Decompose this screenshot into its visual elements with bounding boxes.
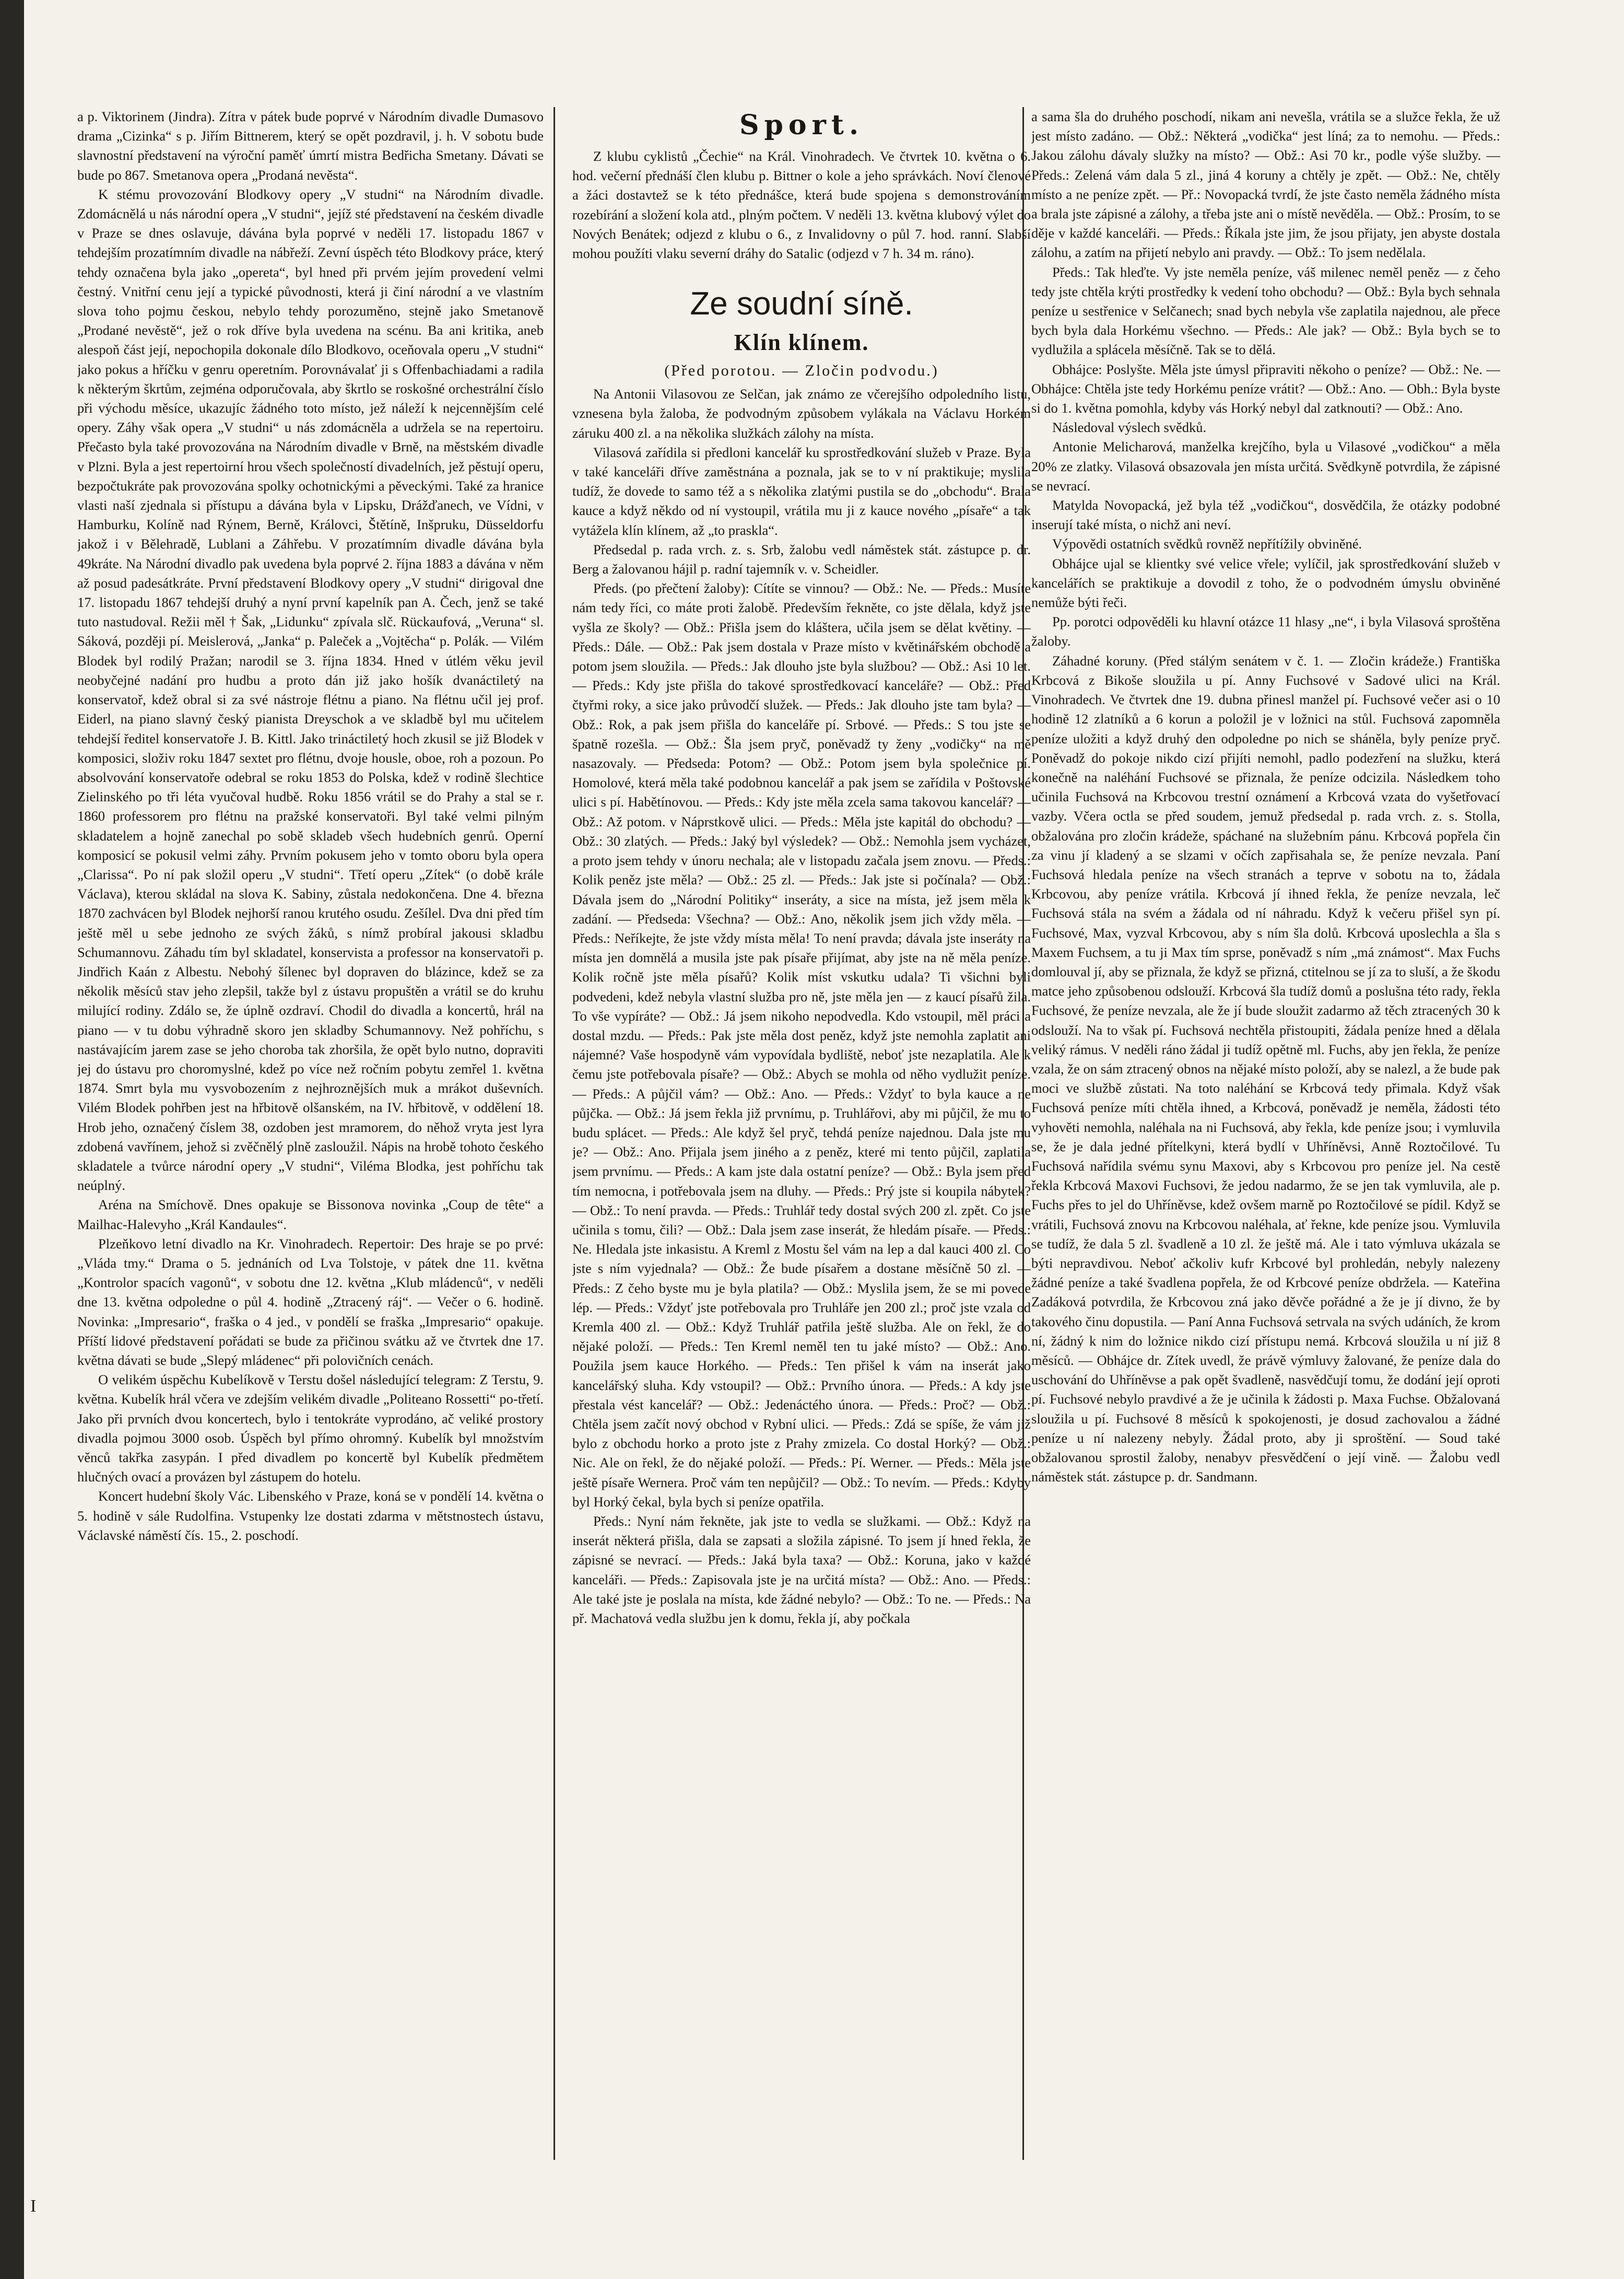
paragraph: Předs.: Tak hleďte. Vy jste neměla peníze, váš milenec neměl peněz — z čeho tedy jste chtěla krýti prostředky k vedení toho obchodu? — Obž.: Byla bych sehnala peníze u sestřenice v Selčanech; snad bych nebyla vše zaplatila najednou, ale přece bych byla dala Horkému všechno. — Předs.: Ale jak? — Obž.: Byla bych se to vydlužila a splácela měsíčně. Tak se to dělá.	[1031, 264, 1500, 358]
paragraph: Předsedal p. rada vrch. z. s. Srb, žalobu vedl náměstek stát. zástupce p. dr. Berg a žalovanou hájil p. radní tajemník v. v. Scheidler.	[572, 541, 1031, 577]
paragraph: Obhájce: Poslyšte. Měla jste úmysl připraviti někoho o peníze? — Obž.: Ne. — Obhájce: Chtěla jste tedy Horkému peníze vrátit? — Obž.: Ano. — Obh.: Byla byste si do 1. května pomohla, kdyby vás Horký nebyl dal zatknouti? — Obž.: Ano.	[1031, 361, 1500, 416]
paragraph: O velikém úspěchu Kubelíkově v Terstu došel následující telegram: Z Terstu, 9. května. Kubelík hrál včera ve zdejším velikém divadle „Politeano Rossetti“ po-třetí. Jako při prvních dvou koncertech, bylo i tentokráte vyprodáno, ač veliké prostory divadla pojmou 3000 osob. Úspěch byl přímo ohromný. Kubelík byl množstvím věnců takřka zasypán. I před divadlem po koncertě byl Kubelík předmětem hlučných ovací a provázen byl zástupem do hotelu.	[77, 1372, 544, 1485]
court-article-body	[572, 384, 1031, 1628]
paragraph: Na Antonii Vilasovou ze Selčan, jak známo ze včerejšího odpoledního listu, vznesena byla žaloba, že podvodným způsobem vylákala na Václavu Horkém záruku 400 zl. a na několika služkách zálohy na místa.	[572, 386, 1031, 441]
paragraph: Plzeňkovo letní divadlo na Kr. Vinohradech. Repertoir: Des hraje se po prvé: „Vláda tmy.“ Drama o 5. jednáních od Lva Tolstoje, v pátek dne 11. května „Kontrolor spacích vagonů“, v sobotu dne 12. května „Klub mládenců“, v neděli dne 13. května odpoledne o půl 4. hodině „Ztracený ráj“. — Večer o 6. hodině. Novinka: „Impresario“, fraška o 4 jed., v pondělí se fraška „Impresario“ opakuje. Příští lidové představení pořádati se bude za přičinou svátku až ve čtvrtek dne 17. května dávati se bude „Slepý mládenec“ při polovičních cenách.	[77, 1235, 544, 1368]
court-article-note: (Před porotou. — Zločin podvodu.)	[664, 362, 939, 380]
paragraph: Záhadné koruny. (Před stálým senátem v č. 1. — Zločin krádeže.) Františka Krbcová z Bikoše sloužila u pí. Anny Fuchsové v Sadové ulici na Král. Vinohradech. Ve čtvrtek dne 19. dubna přinesl manžel pí. Fuchsové večer asi o 10 hodině 12 zlatníků a 6 korun a položil je v ložnici na stůl. Fuchsová zapomněla peníze uložiti a když druhý den odpoledne po nich se sháněla, byly peníze pryč. Poněvadž do pokoje nikdo cizí přijíti nemohl, padlo podezření na služku, která konečně na naléhání Fuchsové se přiznala, že peníze odcizila. Následkem toho učinila Fuchsová na Krbcovou trestní oznámení a Krbcová vzata do vyšetřovací vazby. Včera octla se před soudem, jemuž předsedal p. rada vrch. z. s. Stolla, obžalována pro zločin krádeže, spáchané na služebním pánu. Krbcová popřela čin za vinu jí kladený a se slzami v očích zapřisahala se, že peníze nevzala. Paní Fuchsová hledala peníze na všech stranách a teprve v sobotu na to, žádala Krbcovou, aby peníze vrátila. Krbcová jí ihned řekla, že peníze nevzala, leč Fuchsová stála na svém a žádala od ní náhradu. Když k večeru přišel syn pí. Fuchsové, Max, vyzval Krbcovou, aby s ním šla dolů. Krbcová uposlechla a šla s Maxem Fuchsem, a tu ji Max tím sprse, poněvadž s ním „má známost“. Max Fuchs domlouval jí, aby se přiznala, že když se přizná, ctitelnou se jí za to sluší, a že škodu matce jeho způsobenou odslouží. Krbcová šla tudíž domů a poslušna této rady, řekla Fuchsové, že peníze nevzala, ale že jí bude sloužit zadarmo až těch ztracených 30 k odslouží. Na to však pí. Fuchsová nechtěla přistoupiti, žádala peníze hned a dělala veliký rámus. V neděli ráno žádal ji tudíž opětně ml. Fuchs, aby jen řekla, že peníze vzala, že on sám ztracený obnos na nějaké místo položí, aby se nalezl, a že bude pak moci ve službě zůstati. Na toto naléhání se Krbcová tedy přimala. Když však Fuchsová peníze míti chtěla ihned, a Krbcová, poněvadž je neměla, žádosti této vyhověti nemohla, naléhala na ni Fuchsová, aby řekla, kde peníze jsou; i vymluvila se, že je dala jedné přítelkyni, která bydlí v Uhříněvsi, Anně Roztočilové. Tu Fuchsová nařídila svému synu Maxovi, aby s Krbcovou pro peníze jel. Na cestě řekla Krbcová Maxovi Fuchsovi, že jedou nadarmo, že se jen tak vymluvila, ale p. Fuchs přes to jel do Uhříněvse, kdež ovšem marně po Roztočilové se pídil. Když se vrátili, Fuchsová znovu na Krbcovou naléhala, ať řekne, kde peníze jsou. Vymluvila se tudíž, že dala 5 zl. švadleně a 10 zl. že ještě má. Ale i tato výmluva ukázala se býti nepravdivou. Neboť ačkoliv kufr Krbcové byl prohledán, nebyly nalezeny žádné peníze a také švadlena popřela, že od Krbcové peníze obdržela. — Kateřina Zadáková potvrdila, že Krbcovou zná jako děvče pořádné a že je jí divno, že by takového činu dopustila. — Paní Anna Fuchsová setrvala na svých udáních, že krom ní, žádný k nim do ložnice nikdo cizí přístupu nemá. Krbcová sloužila u ní již 8 měsíců. — Obhájce dr. Zítek uvedl, že právě výmluvy žalované, že peníze dala do uschování do Uhříněvse a pak opět švadleně, nasvědčují tomu, že dodání její oproti pí. Fuchsové nebylo pravdivé a že je učinila k žádosti p. Maxa Fuchse. Obžalovaná sloužila u pí. Fuchsové 8 měsíců k spokojenosti, je dosud zachovalou a žádné peníze u ní nalezeny nebyly. Žádal proto, aby ji sproštění. — Soud také obžalovanou sprostil žaloby, nenabyv přesvědčení o její vině. — Žalobu vedl náměstek stát. zástupce p. dr. Sandmann.	[1031, 652, 1500, 1485]
margin-mark: I	[30, 2196, 37, 2216]
paragraph: Koncert hudební školy Vác. Libenského v Praze, koná se v pondělí 14. května o 5. hodině v sále Rudolfina. Vstupenky lze dostati zdarma v mětstnostech ústavu, Václavské náměstí čís. 15., 2. poschodí.	[77, 1488, 544, 1543]
column-rule-left	[554, 107, 555, 2160]
paragraph: Výpovědi ostatních svědků rovněž nepřítížily obviněné.	[1052, 536, 1362, 552]
sport-heading: Sport.	[739, 109, 864, 141]
sport-news	[572, 147, 1031, 263]
paragraph: Vilasová zařídila si předloni kancelář ku sprostředkování služeb v Praze. Byla v také kanceláři dříve zaměstnána a poznala, jak se to v ní praktikuje; myslila tudíž, že dovede to samo též a s několika zlatými pustila se do „obchodu“. Brala kauce a když někdo od ní vystoupil, vrátila mu ji z kauce nového „písaře“ a tak vytážela klín klínem, až „to praskla“.	[572, 444, 1031, 538]
paragraph: Obhájce ujal se klientky své velice vřele; vylíčil, jak sprostředkování služeb v kancelářích se praktikuje a dovodil z toho, že o podvodném úmyslu obviněné nemůže býti řeči.	[1031, 555, 1500, 611]
paragraph: a sama šla do druhého poschodí, nikam ani nevešla, vrátila se a služce řekla, že už jest místo zadáno. — Obž.: Některá „vodička“ jest líná; za to nemohu. — Předs.: Jakou zálohu dávaly služky na místo? — Obž.: Asi 70 kr., podle výše služby. — Předs.: Zelená vám dala 5 zl., jiná 4 koruny a chtěly je zpět. — Obž.: Ne, chtěly místo a ne peníze zpět. — Př.: Novopacká tvrdí, že jste často neměla žádného místa a brala jste zápisné a zálohy, a třeba jste ani o místě nevěděla. — Obž.: Prosím, to se děje v každé kanceláři. — Předs.: Říkala jste jim, že jsou přijaty, jen abyste dostala zálohu, a zatím na přijetí nebylo ani pravdy. — Obž.: To jsem nedělala.	[1031, 109, 1500, 261]
paragraph: Matylda Novopacká, jež byla též „vodičkou“, dosvědčila, že otázky podobné inserují také místa, o nichž ani neví.	[1031, 497, 1500, 533]
paragraph: Předs. (po přečtení žaloby): Cítíte se vinnou? — Obž.: Ne. — Předs.: Musíte nám tedy říci, co máte proti žalobě. Především řekněte, co jste dělala, když jste vyšla ze školy? — Obž.: Přišla jsem do kláštera, učila jsem se dělat květiny. — Předs.: Dále. — Obž.: Pak jsem dostala v Praze místo v květinářském obchodě a potom jsem sloužila. — Předs.: Jak dlouho jste byla službou? — Obž.: Asi 10 let. — Předs.: Kdy jste přišla do takové sprostředkovací kanceláře? — Obž.: Před čtyřmi roky, a sice jako průvodčí služek. — Předs.: Jak dlouho jste tam byla? — Obž.: Rok, a pak jsem přišla do kanceláře pí. Srbové. — Předs.: S tou jste se špatně rozešla. — Obž.: Šla jsem pryč, poněvadž ty ženy „vodičky“ na mě nasazovaly. — Předseda: Potom? — Obž.: Potom jsem byla společnice pí. Homolové, která měla také podobnou kancelář a pak jsem se zařídila v Poštovské ulici s pí. Habětínovou. — Předs.: Kdy jste měla zcela sama takovou kancelář? — Obž.: Až potom. v Náprstkově ulici. — Předs.: Měla jste kapitál do obchodu? — Obž.: 30 zlatých. — Předs.: Jaký byl výsledek? — Obž.: Nemohla jsem vycházet, a proto jsem tehdy v únoru nechala; ale v listopadu začala jsem znovu. — Předs.: Kolik peněz jste měla? — Obž.: 25 zl. — Předs.: Jak jste si počínala? — Obž.: Dávala jsem do „Národní Politiky“ inseráty, a sice na místa, jež jsem měla k zadání. — Předseda: Všechna? — Obž.: Ano, několik jsem jich vždy měla. — Předs.: Neříkejte, že jste vždy místa měla! To není pravda; dávala jste inseráty na místa jen domnělá a musila jste pak písaře přijímat, aby jste na ně měla peníze. Kolik ročně jste měla písařů? Kolik míst vskutku udala? Ti všichni byli podvedeni, kdež nebyla vlastní služba pro ně, jste měla jen — z kaucí písařů žila. To vše vypíráte? — Obž.: Já jsem nikoho nepodvedla. Kdo vstoupil, měl práci a dostal mzdu. — Předs.: Pak jste měla dost peněz, když jste nemohla zaplatit ani nájemné? Vaše hospodyně vám vypovídala bydliště, neboť jste nezaplatila. Ale k čemu jste potřebovala písaře? — Obž.: Abych se mohla od něho vydlužit peníze. — Předs.: A půjčil vám? — Obž.: Ano. — Předs.: Vždyť to byla kauce a ne půjčka. — Obž.: Já jsem řekla již prvnímu, p. Truhlářovi, aby mi půjčil, že mu to budu splácet. — Předs.: Ale když šel pryč, tehdá peníze najednou. Dala jste mu je? — Obž.: Ano. Přijala jsem jiného a z peněz, které mi tento půjčil, zaplatila jsem prvnímu. — Předs.: A kam jste dala ostatní peníze? — Obž.: Byla jsem před tím nemocna, i potřebovala jsem na dluhy. — Předs.: Prý jste si koupila nábytek? — Obž.: To není pravda. — Předs.: Truhlář tedy dostal svých 200 zl. zpět. Co jste učinila s tomu, čili? — Obž.: Dala jsem zase inserát, že hledám písaře. — Předs.: Ne. Hledala jste inkasistu. A Kreml z Mostu šel vám na lep a dal kauci 400 zl. Co jste s ním vyjednala? — Obž.: Že bude písařem a dostane měsíčně 50 zl. — Předs.: Z čeho byste mu je byla platila? — Obž.: Myslila jsem, že se mi povede lép. — Předs.: Vždyť jste potřebovala pro Truhláře jen 200 zl.; proč jste vzala od Kremla 400 zl. — Obž.: Když Truhlář patřila ještě služba. Ale on řekl, že do nějaké položí. — Předs.: Ten Kreml neměl ten tu jaké místo? — Obž.: Ano. Použila jsem kauce Horkého. — Předs.: Ten přišel k vám na inserát jako kancelářský sluha. Kdy vstoupil? — Obž.: Prvního února. — Předs.: A kdy jste přestala vést kancelář? — Obž.: Jedenáctého února. — Předs.: Proč? — Obž.: Chtěla jsem začít nový obchod v Rybní ulici. — Předs.: Zdá se spíše, že vám již bylo z obchodu horko a proto jste z Prahy zmizela. Co dostal Horký? — Obž.: Nic. Ale on řekl, že do nějaké položí. — Předs.: Pí. Werner. — Předs.: Měla jste ještě písaře Wernera. Proč vám ten nepůjčil? — Obž.: To nevím. — Předs.: Kdyby byl Horký čekal, byla bych si peníze opatřila.	[572, 580, 1031, 1510]
court-article-title: Klín klínem.	[734, 330, 869, 356]
column-sport-court	[572, 107, 1031, 2217]
paragraph: Pp. porotci odpověděli ku hlavní otázce 11 hlasy „ne“, i byla Vilasová sproštěna žaloby.	[1031, 614, 1500, 649]
paragraph: Aréna na Smíchově. Dnes opakuje se Bissonova novinka „Coup de tête“ a Mailhac-Halevyho „Král Kandaules“.	[77, 1197, 544, 1232]
paragraph: Antonie Melicharová, manželka krejčího, byla u Vilasové „vodičkou“ a měla 20% ze zlatky. Vilasová obsazovala jen místa určitá. Svědkyně potvrdila, že zápisné se nevrací.	[1031, 439, 1500, 494]
paragraph: K stému provozování Blodkovy opery „V studni“ na Národním divadle. Zdomácnělá u nás národní opera „V studni“, jejíž sté představení na českém divadle v Praze se dnes oslavuje, dávána byla poprvé v neděli 17. listopadu 1867 v tehdejším prozatímním divadle na nábřeží. Zevní úspěch této Blodkovy práce, který tehdy označena byla jako „opereta“, byl hned při prvém jejím provedení velmi čestný. Vnitřní cenu její a typické původnosti, která ji činí národní a ve vlastním slova toho pojmu českou, nebylo tehdy porozuměno, stejně jako Smetanově „Prodané nevěstě“, jež o rok dříve byla uvedena na scénu. Ba ani kritika, aneb alespoň část její, nepochopila dokonale dílo Blodkovo, oceňovala operu „V studni“ jako pokus a hříčku v genru operetním. Porovnávalať ji s Offenbachiadami a radila k některým škrtům, zejména odporučovala, aby škrtlo se roskošné orchestrální číslo při východu měsíce, ukazujíc žádného toto místo, jež náleží k nejcennějším celé opery. Záhy však opera „V studni“ u nás zdomácněla a udržela se na repertoiru. Přečasto byla také provozována na Národním divadle v Brně, na městském divadle v Plzni. Byla a jest repertoirní hrou všech společností divadelních, jež pěstují operu, bezpočtukráte pak provozována spolky ochotnickými a pěveckými. Také za hranice vlasti naší zjednala si přístupu a dávána byla v Lipsku, Drážďanech, ve Vídni, v Hamburku, Kolíně nad Rýnem, Berně, Královci, Štětíně, Inšpruku, Düsseldorfu jakož i v Bělehradě, Lublani a Záhřebu. V prozatímním divadle dávána byla 49kráte. Na Národní divadlo pak uvedena byla poprvé 2. října 1883 a dávána v něm až posud padesátkráte. První představení Blodkovy opery „V studni“ dirigoval dne 17. listopadu 1867 tehdejší druhý a nyní první kapelník pan A. Čech, jenž se také tuto nastudoval. Režii měl † Šak, „Lidunku“ zpívala slč. Rückaufová, „Veruna“ sl. Sáková, později pí. Meislerová, „Janka“ p. Paleček a „Vojtěcha“ p. Polák. — Vilém Blodek byl rodilý Pražan; narodil se 3. října 1834. Hned v útlém věku jevil neobyčejné nadání pro hudbu a proto dán již jako hošík dvanáctiletý na konservatoř, kdež obral si za své nástroje flétnu a piano. Na flétnu učil jej prof. Eiderl, na piano slavný český pianista Dreyschok a ve skladbě byl mu učitelem tehdejší ředitel konservatoře J. B. Kittl. Jako trináctiletý hoch zkusil se již Blodek v komposici, složiv roku 1847 sextet pro flétnu, dvoje housle, oboe, roh a pozoun. Po absolvování konservatoře odebral se roku 1853 do Polska, kdež v rodině šlechtice Zielinského po tři léta vyučoval hudbě. Roku 1856 vrátil se do Prahy a stal se r. 1860 professorem pro flétnu na pražské konservatoři. Byl také velmi pilným skladatelem a hojně zanechal po sobě skladeb všech hudebních genrů. Operní komposicí se pokusil velmi záhy. Prvním pokusem jeho v tomto oboru byla opera „Clarissa“. Po ní pak složil operu „V studni“. Třetí operu „Zítek“ (o době krále Václava), kterou skládal na slova K. Sabiny, zůstala nedokončena. Dne 4. března 1870 zachvácen byl Blodek nejhorší ranou krutého osudu. Zešílel. Dva dni před tím ještě měl u sebe jednoho ze svých žáků, s nímž probíral jakousi skladbu Schumannovu. Záhadu tím byl skladatel, konservista a professor na konservatoři p. Jindřich Kaán z Albestu. Nebohý šílenec byl dopraven do blázince, kdež se za několik měsíců stav jeho zlepšil, takže byl z ústavu propuštěn a vrátil se do kruhu milující rodiny. Zdálo se, že úplně ozdraví. Chodil do divadla a koncertů, hrál na piano — v tu dobu výhradně skoro jen skladby Schumannovy. Než pohříchu, s nastávajícím jarem zase se jeho choroba tak zhoršila, že opět bylo nutno, dopraviti jej do ústavu pro choromyslné, kdež po více než ročním pobytu zemřel 1. května 1874. Smrt byla mu vysvobozením z nejhroznějších muk a mrákot duševních. Vilém Blodek pohřben jest na hřbitově olšanském, na IV. hřbitově, v oddělení 18. Hrob jeho, označený číslem 38, ozdoben jest mramorem, do něhož vryta jest lyra zdobená vavřínem, jehož si zvěčnělý plně zasloužil. Nápis na hrobě tohoto českého skladatele a tvůrce národní opery „V studni“, Viléma Blodka, jest pohříchu tak neúplný.	[77, 186, 544, 1194]
column-theatre-news	[77, 107, 544, 2217]
paragraph: Následoval výslech svědků.	[1052, 419, 1207, 436]
column-court-continued	[1031, 107, 1500, 2217]
paragraph: Předs.: Nyní nám řekněte, jak jste to vedla se služkami. — Obž.: Když na inserát některá přišla, dala se zapsati a složila zápisné. To jsem jí hned řekla, že zápisné se nevrací. — Předs.: Jaká byla taxa? — Obž.: Koruna, jako v každé kanceláři. — Předs.: Zapisovala jste je na určitá místa? — Obž.: Ano. — Předs.: Ale také jste je poslala na místa, kde žádné nebylo? — Obž.: To ne. — Předs.: Na př. Machatová vedla službu jen k domu, řekla jí, aby počkala	[572, 1513, 1031, 1627]
paragraph: a p. Viktorinem (Jindra). Zítra v pátek bude poprvé v Národním divadle Dumasovo drama „Cizinka“ s p. Jiřím Bittnerem, který se opět pozdravil, j. h. V sobotu bude slavnostní představení na výroční paměť úmrtí mistra Bedřicha Smetany. Dávati se bude po 867. Smetanova opera „Prodaná nevěsta“.	[77, 109, 544, 183]
scan-edge	[0, 0, 24, 2279]
court-heading: Ze soudní síně.	[690, 286, 913, 322]
paragraph: Z klubu cyklistů „Čechie“ na Král. Vinohradech. Ve čtvrtek 10. května o 6. hod. večerní přednáší člen klubu p. Bittner o kole a jeho správkách. Noví členové a žáci dostavtež se k této přednášce, která bude spojena s demonstrováním rozebírání a složení kola atd., plným počtem. V neděli 13. května klubový výlet do Nových Benátek; odjezd z klubu o 6., z Invalidovny o půl 7. hod. ranní. Slabší mohou použíti vlaku severní dráhy do Satalic (odjezd v 7 h. 34 m. ráno).	[572, 148, 1031, 262]
